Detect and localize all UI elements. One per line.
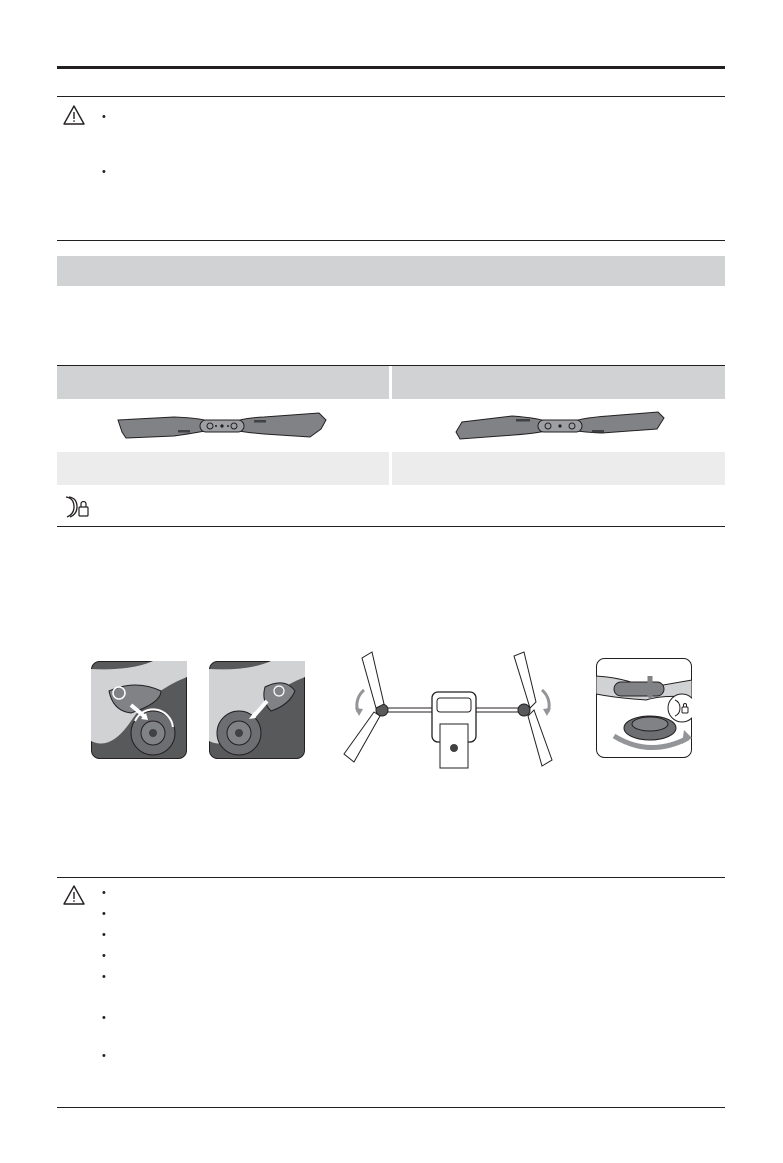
caution-bullet (102, 972, 106, 983)
caution-bullet (102, 909, 106, 920)
drone-propeller-install-image (336, 650, 572, 770)
caution-top-rule (57, 96, 725, 97)
section-header-bar (57, 256, 725, 286)
caution-bullet (102, 888, 106, 899)
top-rule (57, 66, 725, 69)
caution-bullet (102, 112, 106, 123)
caution-bottom-rule (57, 240, 725, 241)
table-header-cell (392, 366, 725, 399)
table-row-cell (392, 452, 725, 485)
propeller-marked-image (114, 408, 330, 442)
warning-triangle-icon (63, 105, 85, 125)
table-bottom-rule (57, 526, 725, 527)
caution-bullet (102, 167, 106, 178)
caution-bullet (102, 951, 106, 962)
table-row-cell (57, 452, 389, 485)
table-header-cell (57, 366, 389, 399)
caution-bullet (102, 1051, 106, 1062)
footer-rule (57, 1107, 725, 1108)
caution-bullet (102, 1013, 106, 1024)
propeller-lock-rotation-image (596, 658, 692, 758)
propeller-lock-icon (64, 495, 90, 519)
caution-bullet (102, 930, 106, 941)
warning-triangle-icon (63, 885, 85, 905)
propeller-unmarked-image (452, 408, 668, 442)
motor-unmarked-closeup-image (209, 661, 305, 759)
caution-top-rule-2 (57, 877, 725, 878)
motor-marked-closeup-image (91, 661, 187, 759)
